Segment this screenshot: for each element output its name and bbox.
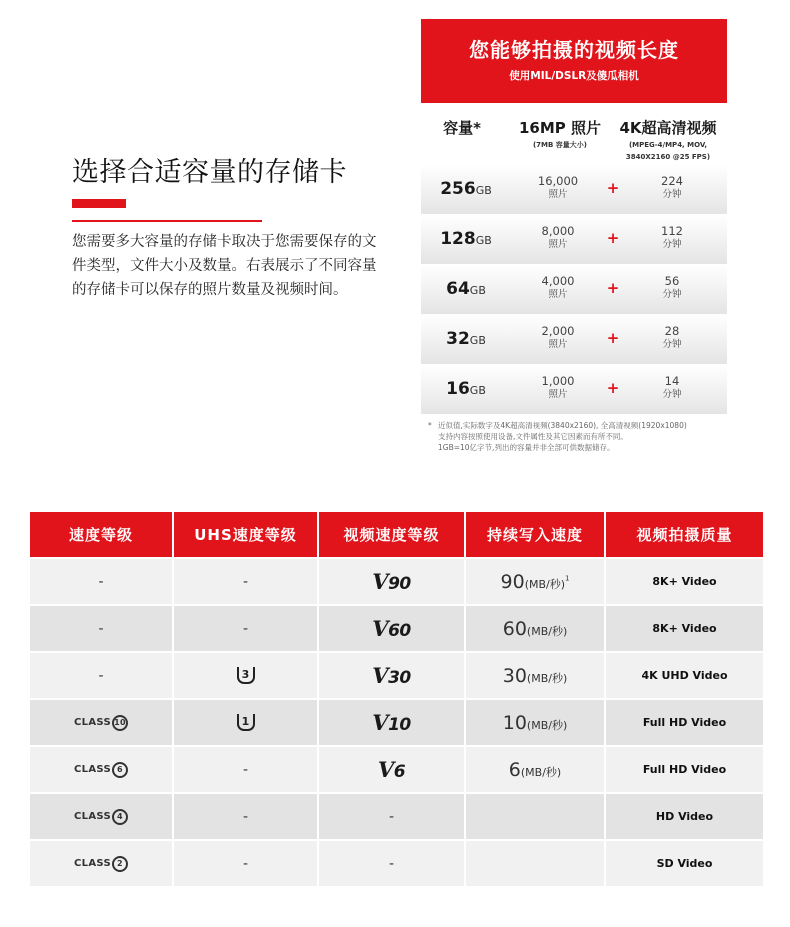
speed-class-logo: [74, 715, 128, 731]
video-quality: Full HD Video: [642, 763, 727, 776]
capacity-size: [431, 279, 501, 299]
class-number-icon: 4: [112, 809, 128, 825]
plus-icon: +: [606, 379, 620, 397]
video-class-number: 6: [393, 762, 406, 782]
dash: -: [242, 573, 249, 590]
capacity-size: [431, 229, 501, 249]
speed-class-cell: [30, 747, 172, 792]
video-quality-cell: [606, 653, 763, 698]
speed-table-row: [29, 559, 764, 606]
video-quality-cell: [606, 606, 763, 651]
photo-count-unit: 照片: [548, 239, 568, 250]
speed-table-row: [29, 653, 764, 700]
capacity-column-headers: [421, 103, 727, 165]
uhs-class-cell: [174, 559, 317, 604]
video-minutes-value: 28: [664, 324, 680, 338]
capacity-size-unit: GB: [475, 184, 492, 197]
photo-count: [523, 275, 593, 301]
intro-text: 您需要多大容量的存储卡取决于您需要保存的文件类型，文件大小及数量。右表展示了不同容量的存储卡可以保存的照片数量及视频时间。: [72, 234, 377, 298]
video-minutes-value: 224: [661, 174, 683, 188]
video-minutes: [637, 175, 707, 201]
column-video-sub: 3840X2160 @25 FPS): [625, 153, 711, 161]
speed-class-cell: [30, 653, 172, 698]
speed-table-row: [29, 700, 764, 747]
video-quality: SD Video: [656, 857, 713, 870]
speed-header-row: [29, 512, 764, 559]
photo-count-value: 16,000: [537, 174, 579, 188]
speed-rows: [29, 559, 764, 888]
write-speed-value: 90: [500, 570, 525, 593]
video-speed-class-icon: [378, 757, 405, 782]
plus-icon: +: [606, 329, 620, 347]
photo-count-value: 4,000: [541, 274, 575, 288]
column-photo-sub: (7MB 容量大小): [532, 141, 587, 149]
video-quality-cell: [606, 559, 763, 604]
uhs-class-cell: [174, 653, 317, 698]
video-minutes-value: 112: [661, 224, 683, 238]
video-quality-cell: [606, 794, 763, 839]
write-speed: [503, 618, 568, 640]
speed-class-cell: [30, 794, 172, 839]
video-speed-class-icon: [372, 616, 410, 641]
video-class-cell: [319, 841, 464, 886]
video-class-cell: [319, 559, 464, 604]
class-number-icon: 10: [112, 715, 128, 731]
capacity-size-value: 32: [446, 329, 470, 349]
write-speed-value: 10: [502, 711, 527, 734]
video-quality-cell: [606, 747, 763, 792]
video-quality: HD Video: [655, 810, 714, 823]
plus-icon: +: [606, 279, 620, 297]
video-class-prefix: V: [372, 710, 389, 735]
video-minutes: [637, 375, 707, 401]
speed-class-logo: [74, 762, 128, 778]
capacity-size-unit: GB: [469, 284, 486, 297]
write-speed-cell: [466, 653, 604, 698]
capacity-row: [421, 215, 727, 265]
speed-class-table: [29, 512, 764, 888]
video-minutes-unit: 分钟: [662, 339, 682, 350]
uhs-class-cell: [174, 794, 317, 839]
video-class-cell: [319, 606, 464, 651]
capacity-header: [421, 19, 727, 103]
video-quality: Full HD Video: [642, 716, 727, 729]
capacity-size: [431, 379, 501, 399]
speed-class-cell: [30, 606, 172, 651]
photo-count-unit: 照片: [548, 189, 568, 200]
speed-class-cell: [30, 700, 172, 745]
video-class-cell: [319, 700, 464, 745]
speed-class-cell: [30, 559, 172, 604]
capacity-size-unit: GB: [469, 384, 486, 397]
photo-count: [523, 175, 593, 201]
footnote-line: 1GB=10亿字节,列出的容量并非全部可供数据储存。: [438, 443, 615, 452]
photo-count-unit: 照片: [548, 289, 568, 300]
capacity-size: [431, 329, 501, 349]
write-speed-unit: (MB/秒): [524, 577, 566, 591]
speed-table-row: [29, 606, 764, 653]
dash: -: [388, 808, 395, 825]
photo-count-value: 1,000: [541, 374, 575, 388]
class-number-icon: 6: [112, 762, 128, 778]
video-quality-cell: [606, 841, 763, 886]
dash: -: [98, 620, 104, 637]
capacity-row: [421, 265, 727, 315]
speed-class-logo: [74, 856, 128, 872]
capacity-size-value: 64: [446, 279, 470, 299]
video-class-prefix: V: [372, 663, 389, 688]
dash: -: [242, 855, 249, 872]
class-label: CLASS: [74, 858, 111, 869]
speed-class-cell: [30, 841, 172, 886]
video-minutes: [637, 275, 707, 301]
video-class-number: 90: [388, 574, 411, 594]
capacity-size-unit: GB: [475, 234, 492, 247]
uhs-class-cell: [174, 606, 317, 651]
write-speed: [503, 665, 568, 687]
speed-class-logo: [74, 809, 128, 825]
dash: -: [98, 667, 104, 684]
uhs-class-cell: [174, 747, 317, 792]
capacity-size-unit: GB: [469, 334, 486, 347]
video-minutes-value: 56: [664, 274, 680, 288]
capacity-row: [421, 365, 727, 415]
footnote-star: *: [428, 421, 432, 430]
class-label: CLASS: [74, 811, 111, 822]
write-speed: [501, 571, 570, 593]
plus-icon: +: [606, 179, 620, 197]
column-video-label: 4K超高清视频: [619, 119, 717, 137]
video-minutes: [637, 225, 707, 251]
video-class-number: 10: [388, 715, 411, 735]
capacity-subtitle: 使用MIL/DSLR及傻瓜相机: [509, 70, 639, 82]
intro-title: 选择合适容量的存储卡: [72, 157, 347, 188]
photo-count-unit: 照片: [548, 389, 568, 400]
header-video-quality: 视频拍摄质量: [606, 512, 763, 557]
class-label: CLASS: [74, 764, 111, 775]
dash: -: [388, 855, 395, 872]
speed-table-row: [29, 747, 764, 794]
video-quality: 4K UHD Video: [641, 669, 728, 682]
video-quality: 8K+ Video: [652, 622, 717, 635]
photo-count-value: 2,000: [541, 324, 575, 338]
header-uhs-class: UHS速度等级: [174, 512, 317, 557]
capacity-size-value: 128: [440, 229, 476, 249]
capacity-size: [431, 179, 501, 199]
video-minutes-unit: 分钟: [662, 189, 682, 200]
header-speed-class: 速度等级: [30, 512, 172, 557]
write-speed-cell: [466, 700, 604, 745]
video-class-cell: [319, 653, 464, 698]
write-speed-cell: [466, 841, 604, 886]
column-video-sub: (MPEG-4/MP4, MOV,: [628, 141, 708, 149]
video-class-number: 60: [388, 621, 411, 641]
dash: -: [242, 808, 249, 825]
write-speed-cell: [466, 559, 604, 604]
footnote-line: 支持内容按照使用设备,文件属性及其它因素而有所不同。: [438, 432, 628, 441]
footnote-line: 近似值,实际数字及4K超高清视频(3840x2160), 全高清视频(1920x1080): [438, 421, 687, 430]
dash: -: [98, 573, 104, 590]
speed-table-row: [29, 794, 764, 841]
video-class-number: 30: [388, 668, 411, 688]
video-quality-cell: [606, 700, 763, 745]
photo-count-unit: 照片: [548, 339, 568, 350]
photo-count: [523, 225, 593, 251]
footnote: [428, 420, 728, 453]
column-capacity: [427, 117, 497, 138]
capacity-row: [421, 165, 727, 215]
capacity-table: [421, 19, 727, 415]
header-write-speed: 持续写入速度: [466, 512, 604, 557]
photo-count: [523, 325, 593, 351]
uhs-icon: 1: [237, 714, 255, 731]
write-speed-value: 60: [502, 617, 527, 640]
photo-count: [523, 375, 593, 401]
dash: -: [242, 761, 249, 778]
video-minutes-unit: 分钟: [662, 389, 682, 400]
video-class-cell: [319, 747, 464, 792]
video-minutes: [637, 325, 707, 351]
plus-icon: +: [606, 229, 620, 247]
video-minutes-value: 14: [664, 374, 680, 388]
video-speed-class-icon: [372, 569, 410, 594]
write-speed-unit: (MB/秒): [526, 671, 568, 685]
write-speed-cell: [466, 794, 604, 839]
intro-section: [72, 150, 382, 302]
capacity-rows: [421, 165, 727, 415]
write-speed: [503, 712, 568, 734]
write-speed-cell: [466, 747, 604, 792]
video-class-cell: [319, 794, 464, 839]
accent-bar: [72, 199, 126, 208]
column-photo: [505, 117, 615, 150]
uhs-icon: 3: [237, 667, 255, 684]
class-label: CLASS: [74, 717, 111, 728]
speed-table-row: [29, 841, 764, 888]
footnote-marker: 1: [565, 574, 570, 583]
video-quality: 8K+ Video: [652, 575, 717, 588]
write-speed-unit: (MB/秒): [520, 765, 562, 779]
capacity-row: [421, 315, 727, 365]
write-speed: [509, 759, 561, 781]
dash: -: [242, 620, 249, 637]
uhs-class-cell: [174, 841, 317, 886]
capacity-title: 您能够拍摄的视频长度: [469, 38, 679, 62]
video-class-prefix: V: [372, 616, 389, 641]
video-class-prefix: V: [372, 569, 389, 594]
write-speed-value: 30: [502, 664, 527, 687]
video-minutes-unit: 分钟: [662, 239, 682, 250]
header-video-class: 视频速度等级: [319, 512, 464, 557]
divider-line: [72, 220, 262, 222]
capacity-size-value: 16: [446, 379, 470, 399]
column-photo-label: 16MP 照片: [518, 119, 602, 137]
write-speed-cell: [466, 606, 604, 651]
video-speed-class-icon: [372, 663, 410, 688]
video-minutes-unit: 分钟: [662, 289, 682, 300]
column-video: [609, 117, 727, 162]
photo-count-value: 8,000: [541, 224, 575, 238]
write-speed-value: 6: [508, 758, 521, 781]
write-speed-unit: (MB/秒): [526, 624, 568, 638]
class-number-icon: 2: [112, 856, 128, 872]
write-speed-unit: (MB/秒): [526, 718, 568, 732]
column-capacity-label: 容量*: [443, 119, 481, 137]
uhs-class-cell: [174, 700, 317, 745]
video-speed-class-icon: [372, 710, 410, 735]
video-class-prefix: V: [377, 757, 394, 782]
capacity-size-value: 256: [440, 179, 476, 199]
